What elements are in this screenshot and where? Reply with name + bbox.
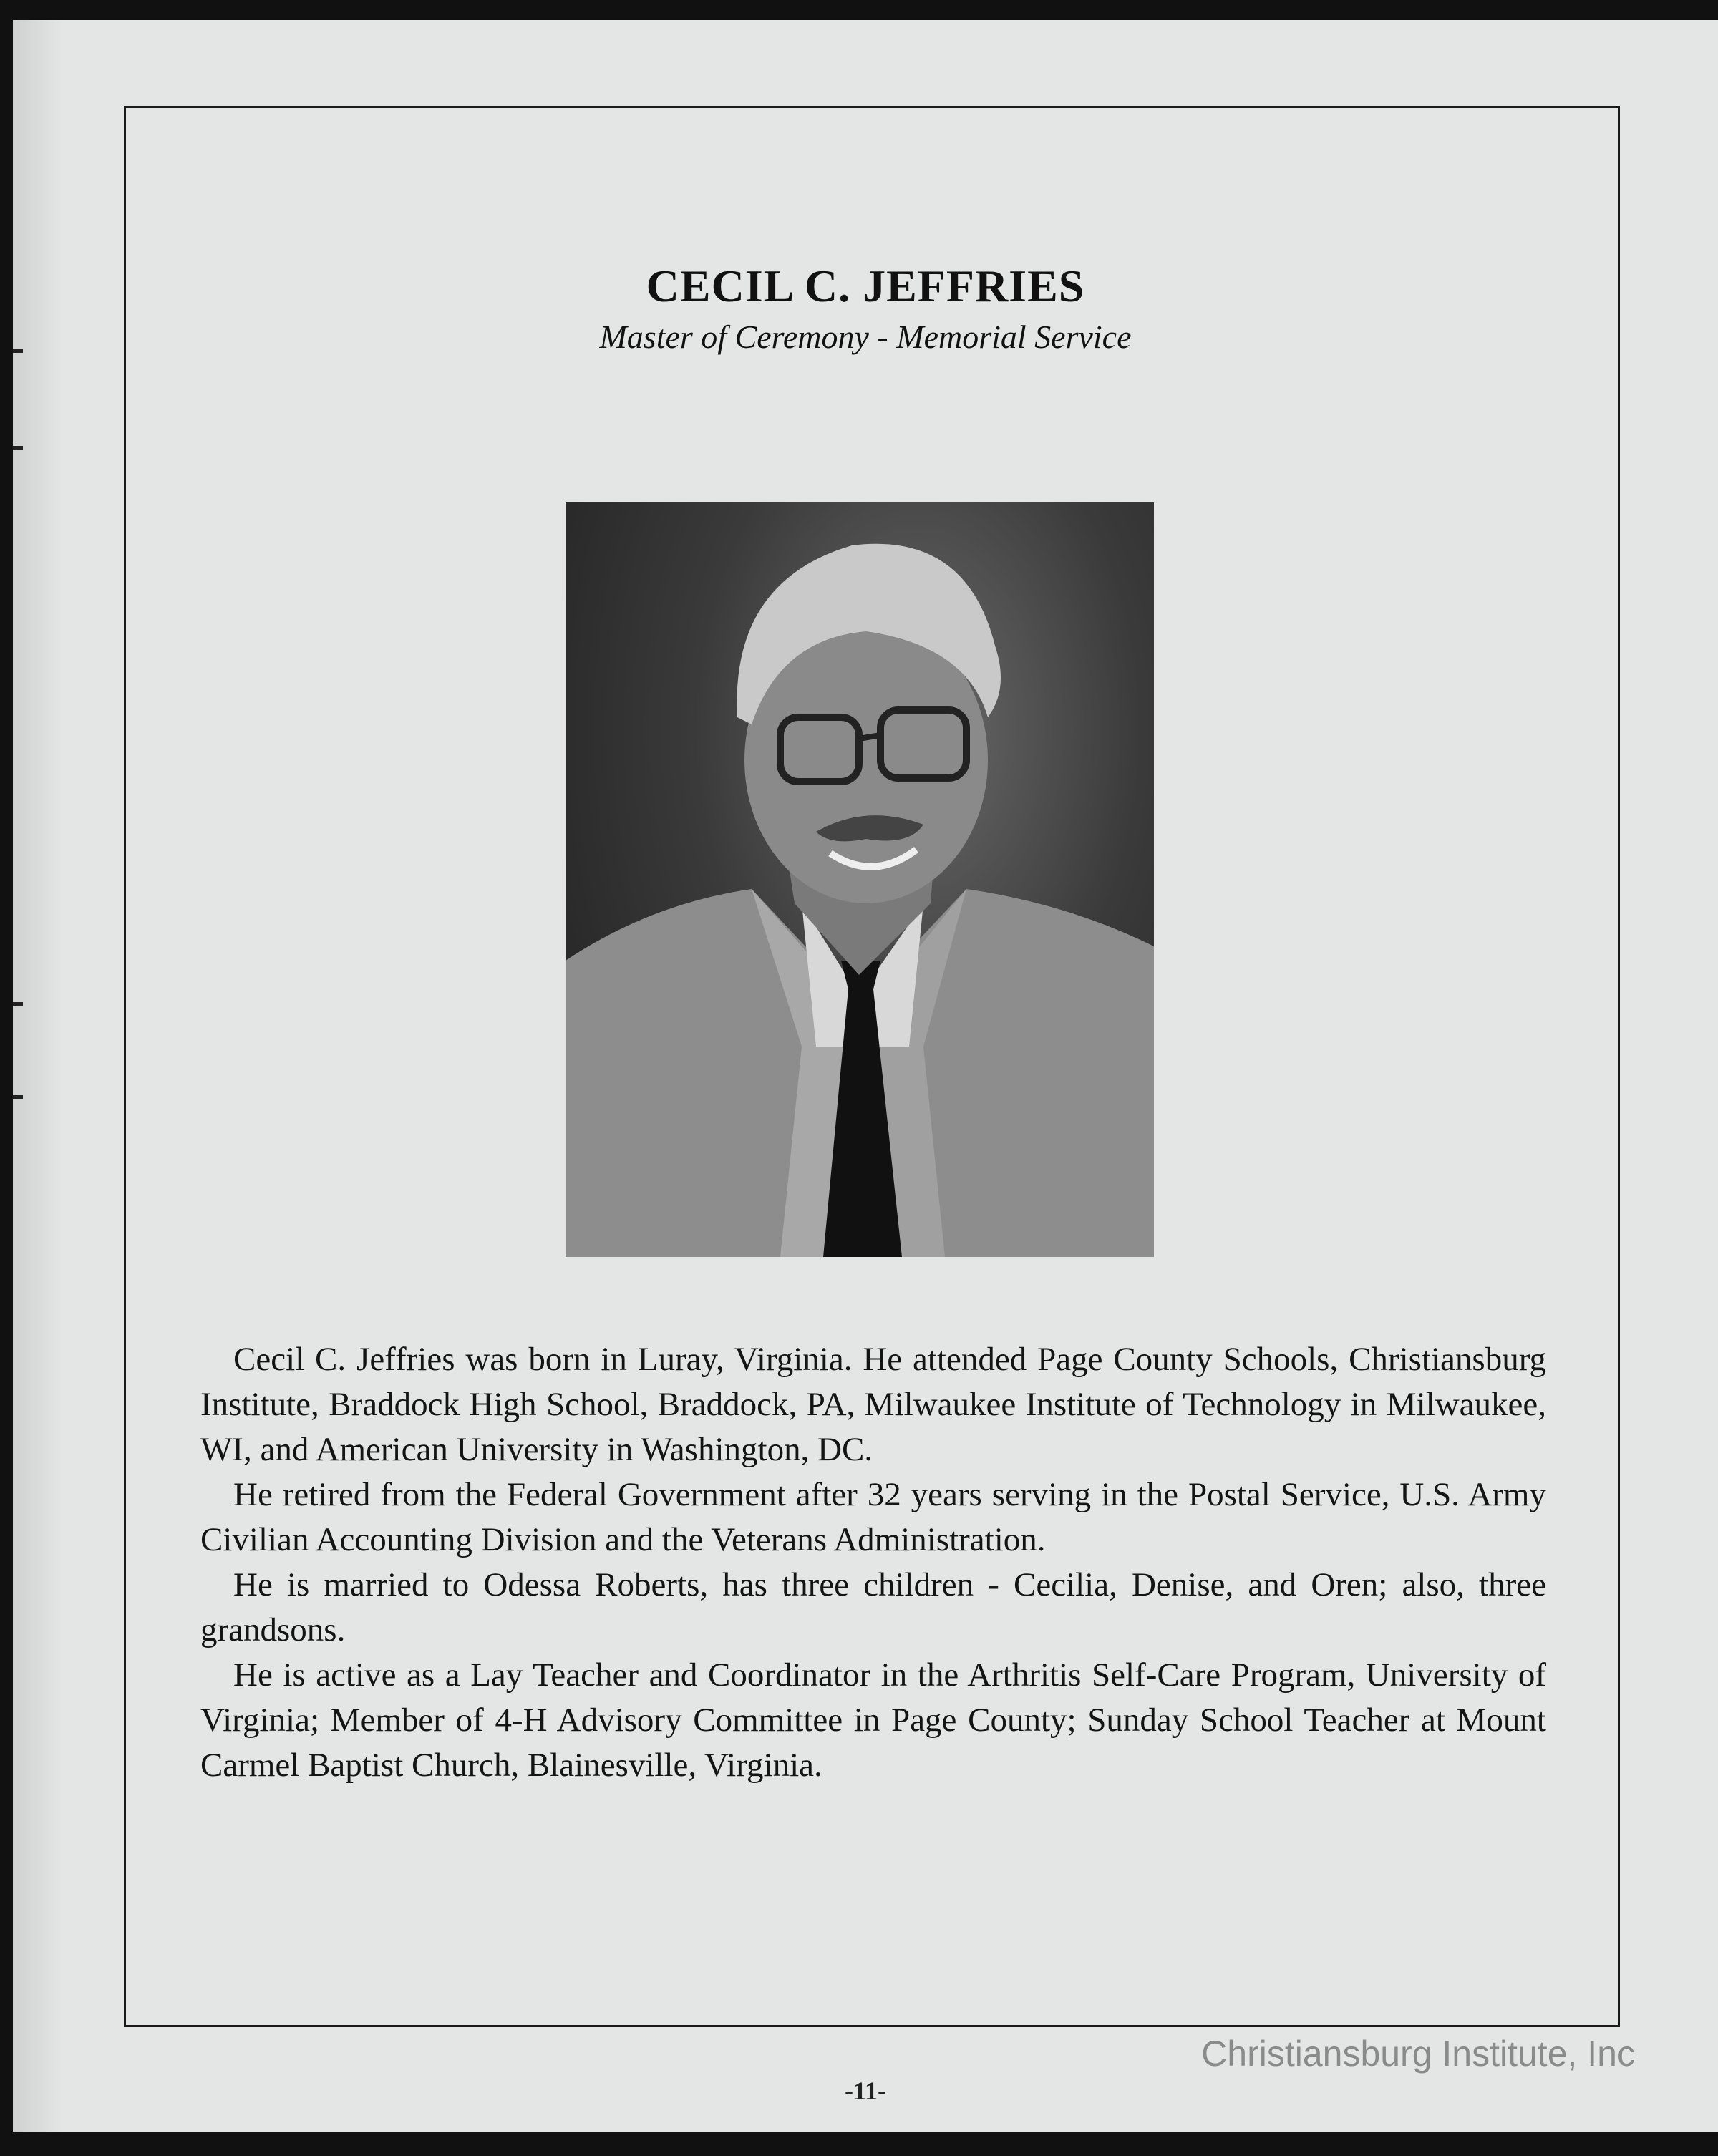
person-name-heading: CECIL C. JEFFRIES	[646, 261, 1085, 311]
portrait-illustration	[566, 502, 1154, 1257]
binder-mark	[13, 446, 23, 450]
page-number: -11-	[845, 2077, 886, 2105]
biography-text	[200, 1337, 1546, 1788]
bio-paragraph: Cecil C. Jeffries was born in Luray, Virginia. He attended Page County Schools, Christiansburg Institute, Braddock High School, Braddock, PA, Milwaukee Institute of Technology in Milwaukee, WI, and American University in Washington, DC.	[200, 1341, 1546, 1468]
binder-mark	[13, 1002, 23, 1006]
bio-paragraph: He retired from the Federal Government after 32 years serving in the Postal Service, U.S. Army Civilian Accounting Division and the Veterans Administration.	[200, 1476, 1546, 1558]
binder-mark	[13, 1095, 23, 1099]
document-page	[13, 20, 1718, 2132]
person-role-subtitle: Master of Ceremony - Memorial Service	[599, 319, 1132, 355]
bio-paragraph: He is married to Odessa Roberts, has three children - Cecilia, Denise, and Oren; also, three grandsons.	[200, 1566, 1546, 1648]
watermark: Christiansburg Institute, Inc	[1201, 2034, 1635, 2074]
bio-paragraph: He is active as a Lay Teacher and Coordinator in the Arthritis Self-Care Program, University of Virginia; Member of 4-H Advisory Committee in Page County; Sunday School Teacher at Mount Carmel Baptist Church, Blainesville, Virginia.	[200, 1656, 1546, 1784]
portrait-photo	[566, 502, 1154, 1257]
